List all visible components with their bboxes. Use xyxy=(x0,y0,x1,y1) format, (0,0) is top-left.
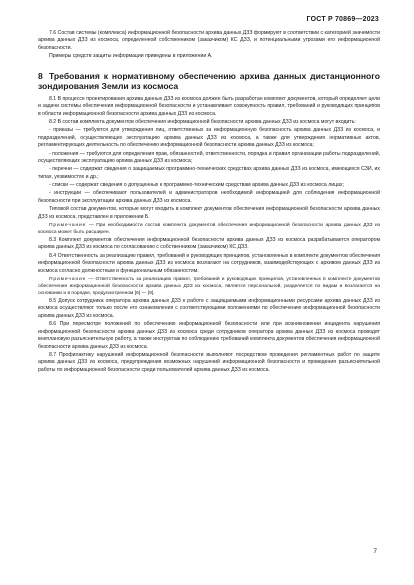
section-title: Требования к нормативному обеспечению архива данных дистанционного зондирования Земли из космоса xyxy=(38,70,380,91)
note-1-lead: Примечание xyxy=(49,223,87,229)
note-2-text: — Ответственность за реализацию правил, требований и руководящих принципов, установленных в комплекте документов обеспечения информационной безопасности архива данных ДЗЗ из космоса, является персональной, разделяется по видам и возлагается на основании и в порядке, предусмотренном [6] — [9]. xyxy=(38,277,380,297)
list-item-regulations: - положения — требуются для определения прав, обязанностей, ответственности, порядка и правил организации работы подразделений, осуществляющих эксплуатацию архива данных ДЗЗ из космоса; xyxy=(38,150,380,164)
list-item-lists: - списки — содержат сведения о допущенных к программно-техническим средствам архива данных ДЗЗ из космоса лицах; xyxy=(49,182,344,189)
list-item-orders: - приказы — требуются для утверждения лиц, ответственных за информационную безопасность архива данных ДЗЗ из космоса, и подразделений, осуществляющих эксплуатацию архива данных ДЗЗ из космоса, а также для утверждения нормативных актов, регламентирующих деятельность по обеспечению информационной безопасности архива данных ДЗЗ из космоса; xyxy=(38,127,380,149)
document-body xyxy=(38,30,380,375)
paragraph-8-5: 8.5 Допуск сотрудника оператора архива данных ДЗЗ к работе с защищаемыми информационными ресурсами архива данных ДЗЗ из космоса осуществляют только после его ознакомления с соответствующими положениями по обеспечению информационной безопасности архива данных ДЗЗ из космоса. xyxy=(38,297,380,319)
note-2 xyxy=(38,276,380,297)
paragraph-8-7: 8.7 Профилактику нарушений информационной безопасности выполняют посредством проведения регламентных работ по защите архива данных ДЗЗ из космоса, предупреждения возможных нарушений информационной безопасности и проведения разъяснительной работы по информационной безопасности среди пользователей архива данных ДЗЗ из космоса. xyxy=(38,351,380,373)
standard-header: ГОСТ Р 70869—2023 xyxy=(306,16,379,23)
list-item-instructions: - инструкции — обеспечивают пользователей и администраторов необходимой информацией для соблюдения информационной безопасности при эксплуатации архива данных ДЗЗ из космоса. xyxy=(38,190,380,204)
note-1-text: — При необходимости состав комплекта документов обеспечения информационной безопасности архива данных ДЗЗ из космоса может быть расширен. xyxy=(38,223,380,236)
paragraph-8-3: 8.3 Комплект документов обеспечения информационной безопасности архива данных ДЗЗ из космоса разрабатывается оператором архива данных ДЗЗ из космоса по согласованию с собственником (заказчиком) КС ДЗЗ. xyxy=(38,236,380,251)
section-heading xyxy=(38,71,380,91)
page-number: 7 xyxy=(373,548,377,555)
paragraph-typical-set: Типовой состав документов, которые могут входить в комплект документов обеспечения информационной безопасности архива данных ДЗЗ из космоса, представлен в приложении Б. xyxy=(38,206,380,220)
paragraph-8-4: 8.4 Ответственность за реализацию правил, требований и руководящих принципов, установленных в комплекте документов обеспечения информационной безопасности архива данных ДЗЗ из космоса возлагают на сотрудников, взаимодействующих с архивом данных ДЗЗ из космоса согласно должностным и функциональным обязанностям. xyxy=(38,252,380,274)
list-item-inventories: - перечни — содержат сведения о защищаемых программно-технических средствах архива данных ДЗЗ из космоса, имеющихся СЗИ, их типах, уязвимостях и др.; xyxy=(38,166,380,180)
paragraph-8-6: 8.6 При пересмотре положений по обеспечению информационной безопасности или при возникновении инцидента нарушения информационной безопасности архива данных ДЗЗ из космоса среди сотрудников оператора архива данных ДЗЗ из космоса проводят внеплановую разъяснительную работу, а также инструктаж по соблюдению требований комплекта документов обеспечения информационной безопасности архива данных ДЗЗ из космоса. xyxy=(38,321,380,350)
note-1 xyxy=(38,222,380,236)
paragraph-8-1: 8.1 В процессе проектирования архива данных ДЗЗ из космоса должен быть разработан комплект документов, который определяет цели и задачи системы обеспечения информационной безопасности и устанавливает совокупность правил, требований и руководящих принципов в области информационной безопасности архива данных ДЗЗ из космоса. xyxy=(38,95,380,117)
paragraph-8-2: 8.2 В состав комплекта документов обеспечения информационной безопасности архива данных ДЗЗ из космоса могут входить: xyxy=(49,118,356,125)
note-2-lead: Примечание xyxy=(49,277,87,283)
paragraph-examples: Примеры средств защиты информации приведены в приложении А. xyxy=(49,53,213,60)
section-number: 8 xyxy=(38,70,43,81)
paragraph-7-6: 7.6 Состав системы (комплекса) информационной безопасности архива данных ДЗЗ формируют в соответствии с категорией значимости архива данных ДЗЗ из космоса, определенной собственником (заказчиком) КС ДЗЗ, и потенциальными угрозами его информационной безопасности. xyxy=(38,30,380,51)
